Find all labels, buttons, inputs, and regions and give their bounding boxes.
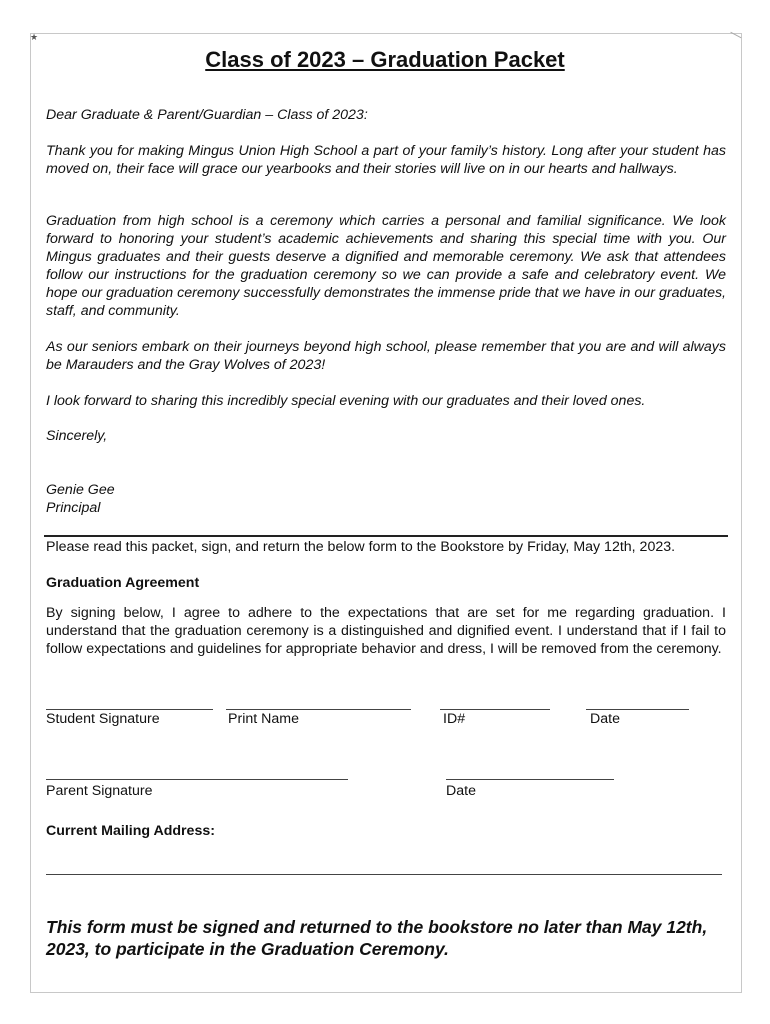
print-name-line[interactable]: [226, 709, 411, 710]
signer-title: Principal: [46, 500, 101, 516]
mailing-address-label: Current Mailing Address:: [46, 823, 215, 839]
letter-closing: Sincerely,: [46, 428, 108, 444]
page-title: Class of 2023 – Graduation Packet: [205, 47, 565, 72]
deadline-notice: This form must be signed and returned to the bookstore no later than May 12th, 2023, to participate in the Graduation Ceremony.: [46, 917, 708, 959]
parent-date-label: Date: [446, 783, 476, 799]
date-line[interactable]: [586, 709, 689, 710]
parent-signature-line[interactable]: [46, 779, 348, 780]
parent-date-line[interactable]: [446, 779, 614, 780]
letter-paragraph-3: As our seniors embark on their journeys beyond high school, please remember that you are and will always be Marauders and the Gray Wolves of 2023!: [46, 339, 726, 373]
agreement-text: By signing below, I agree to adhere to the expectations that are set for me regarding graduation. I understand that the graduation ceremony is a distinguished and dignified event. I understand that if I fail to follow expectations and guidelines for appropriate behavior and dress, I will be removed from the ceremony.: [46, 605, 726, 657]
print-name-label: Print Name: [228, 711, 299, 727]
student-signature-line[interactable]: [46, 709, 213, 710]
id-line[interactable]: [440, 709, 550, 710]
letter-paragraph-1: Thank you for making Mingus Union High School a part of your family’s history. Long after your student has moved on, their face will grace our yearbooks and their stories will live on in our hearts and hallways.: [46, 143, 726, 177]
letter-salutation: Dear Graduate & Parent/Guardian – Class of 2023:: [46, 107, 368, 123]
corner-mark-icon: ★: [30, 32, 39, 42]
section-divider: [44, 535, 728, 537]
letter-paragraph-4: I look forward to sharing this incredibly special evening with our graduates and their loved ones.: [46, 393, 646, 409]
agreement-heading: Graduation Agreement: [46, 575, 200, 591]
mailing-address-line[interactable]: [46, 874, 722, 875]
date-label: Date: [590, 711, 620, 727]
signer-name: Genie Gee: [46, 482, 115, 498]
student-signature-label: Student Signature: [46, 711, 160, 727]
letter-paragraph-2: Graduation from high school is a ceremony which carries a personal and familial significance. We look forward to honoring your student’s academic achievements and sharing this special time with you. Our Mingus graduates and their guests deserve a dignified and memorable ceremony. We ask that attendees follow our instructions for the graduation ceremony so we can provide a safe and celebratory event. We hope our graduation ceremony successfully demonstrates the immense pride that we have in our graduates, staff, and community.: [46, 213, 726, 319]
id-label: ID#: [443, 711, 466, 727]
return-instructions: Please read this packet, sign, and return the below form to the Bookstore by Friday, May 12th, 2023.: [46, 539, 676, 555]
parent-signature-label: Parent Signature: [46, 783, 153, 799]
